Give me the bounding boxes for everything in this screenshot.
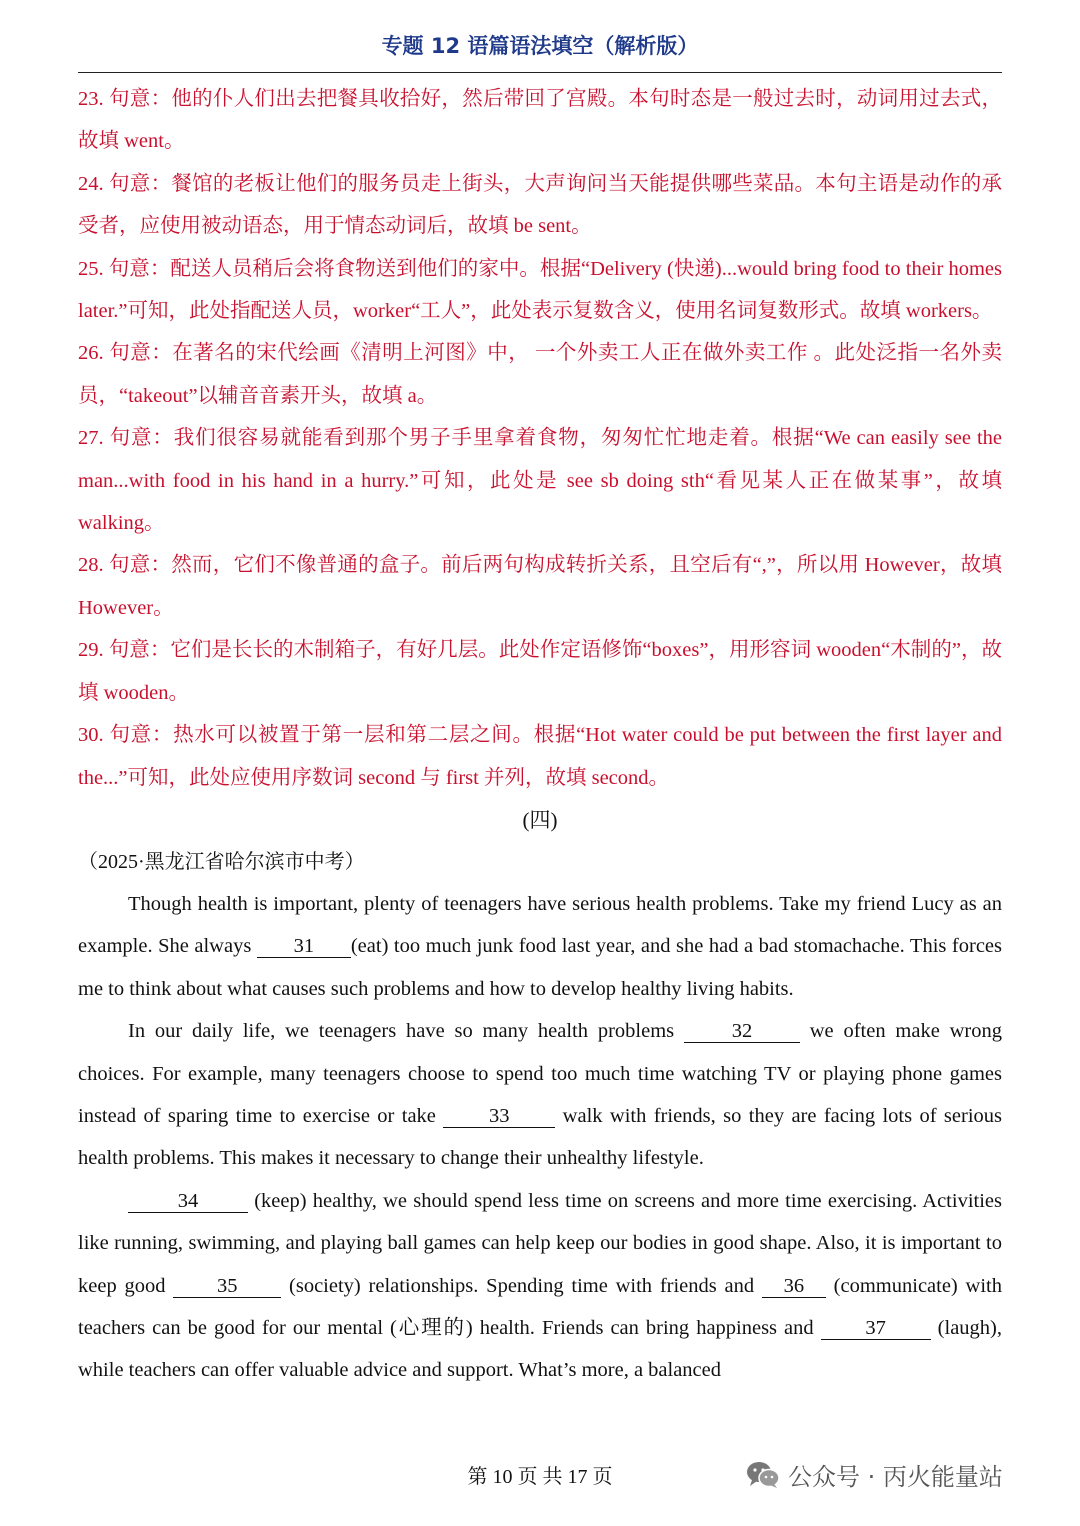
answer-explanations — [78, 78, 1002, 799]
wechat-icon — [746, 1461, 780, 1489]
header-divider — [78, 72, 1002, 73]
answer-24: 24. 句意：餐馆的老板让他们的服务员走上街头，大声询问当天能提供哪些菜品。本句主语是动作的承受者，应使用被动语态，用于情态动词后，故填 be sent。 — [78, 172, 1002, 238]
blank-31: 31 — [257, 935, 351, 958]
answer-28: 28. 句意：然而，它们不像普通的盒子。前后两句构成转折关系，且空后有“,”，所以用 However，故填 However。 — [78, 554, 1002, 619]
passage-text: (keep) healthy, we should spend less time on screens and more time exercising. Activities like running, swimming, and playing ball games can help keep our bodies in good shape. Also, it is important to keep good — [78, 1189, 1002, 1297]
passage-text: we often make wrong choices. For example, many teenagers choose to spend too much time watching TV or playing phone games instead of sparing time to exercise or take — [78, 1020, 1002, 1127]
passage-text: (communicate) with teachers can be good for our mental (心理的) health. Friends can bring happiness and — [78, 1274, 1002, 1339]
blank-33: 33 — [443, 1105, 555, 1128]
answer-23: 23. 句意：他的仆人们出去把餐具收拾好，然后带回了宫殿。本句时态是一般过去时，动词用过去式，故填 went。 — [78, 88, 1002, 153]
blank-35: 35 — [173, 1275, 281, 1298]
answer-25: 25. 句意：配送人员稍后会将食物送到他们的家中。根据“Delivery (快递)...would bring food to their homes later.”可知，此处指配送人员，worker“工人”，此处表示复数含义，使用名词复数形式。故填 workers。 — [78, 257, 1002, 323]
passage-text: (society) relationships. Spending time with friends and — [281, 1274, 762, 1297]
passage-text: In our daily life, we teenagers have so many health problems — [128, 1020, 684, 1043]
passage-paragraph-1 — [78, 883, 1002, 1010]
blank-34: 34 — [128, 1190, 248, 1213]
answer-29: 29. 句意：它们是长长的木制箱子，有好几层。此处作定语修饰“boxes”，用形容词 wooden“木制的”，故填 wooden。 — [78, 639, 1002, 704]
section-title: (四) — [522, 807, 558, 832]
blank-32: 32 — [684, 1020, 800, 1043]
passage-text: (laugh), while teachers can offer valuable advice and support. What’s more, a balanced — [78, 1316, 1002, 1382]
passage-text: (eat) too much junk food last year, and she had a bad stomachache. This forces me to think about what causes such problems and how to develop healthy living habits. — [78, 935, 1002, 1000]
blank-36: 36 — [762, 1275, 826, 1298]
watermark-text: 公众号 · 丙火能量站 — [788, 1463, 1003, 1491]
answer-27: 27. 句意：我们很容易就能看到那个男子手里拿着食物，匆匆忙忙地走着。根据“We can easily see the man...with food in his hand in a hurry.”可知，此处是 see sb doing sth“看见某人正在做某事”，故填 walking。 — [78, 427, 1002, 535]
passage-paragraph-3 — [78, 1180, 1002, 1392]
answer-26: 26. 句意：在著名的宋代绘画《清明上河图》中， 一个外卖工人正在做外卖工作 。此处泛指一名外卖员，“takeout”以辅音音素开头，故填 a。 — [78, 342, 1002, 407]
passage-paragraph-2 — [78, 1010, 1002, 1180]
answer-30: 30. 句意：热水可以被置于第一层和第二层之间。根据“Hot water could be put between the first layer and the...”可知，此处应使用序数词 second 与 first 并列，故填 second。 — [78, 724, 1002, 789]
page-header-title: 专题 12 语篇语法填空（解析版） — [381, 34, 699, 58]
watermark — [746, 1457, 1003, 1492]
blank-37: 37 — [821, 1317, 931, 1340]
document-body — [78, 78, 1002, 1392]
passage-text: walk with friends, so they are facing lots of serious health problems. This makes it necessary to change their unhealthy lifestyle. — [78, 1104, 1002, 1170]
passage-text: Though health is important, plenty of teenagers have serious health problems. Take my friend Lucy as an example. She always — [78, 892, 1002, 958]
page-number: 第 10 页 共 17 页 — [467, 1466, 613, 1488]
exam-source: （2025·黑龙江省哈尔滨市中考） — [78, 850, 365, 873]
